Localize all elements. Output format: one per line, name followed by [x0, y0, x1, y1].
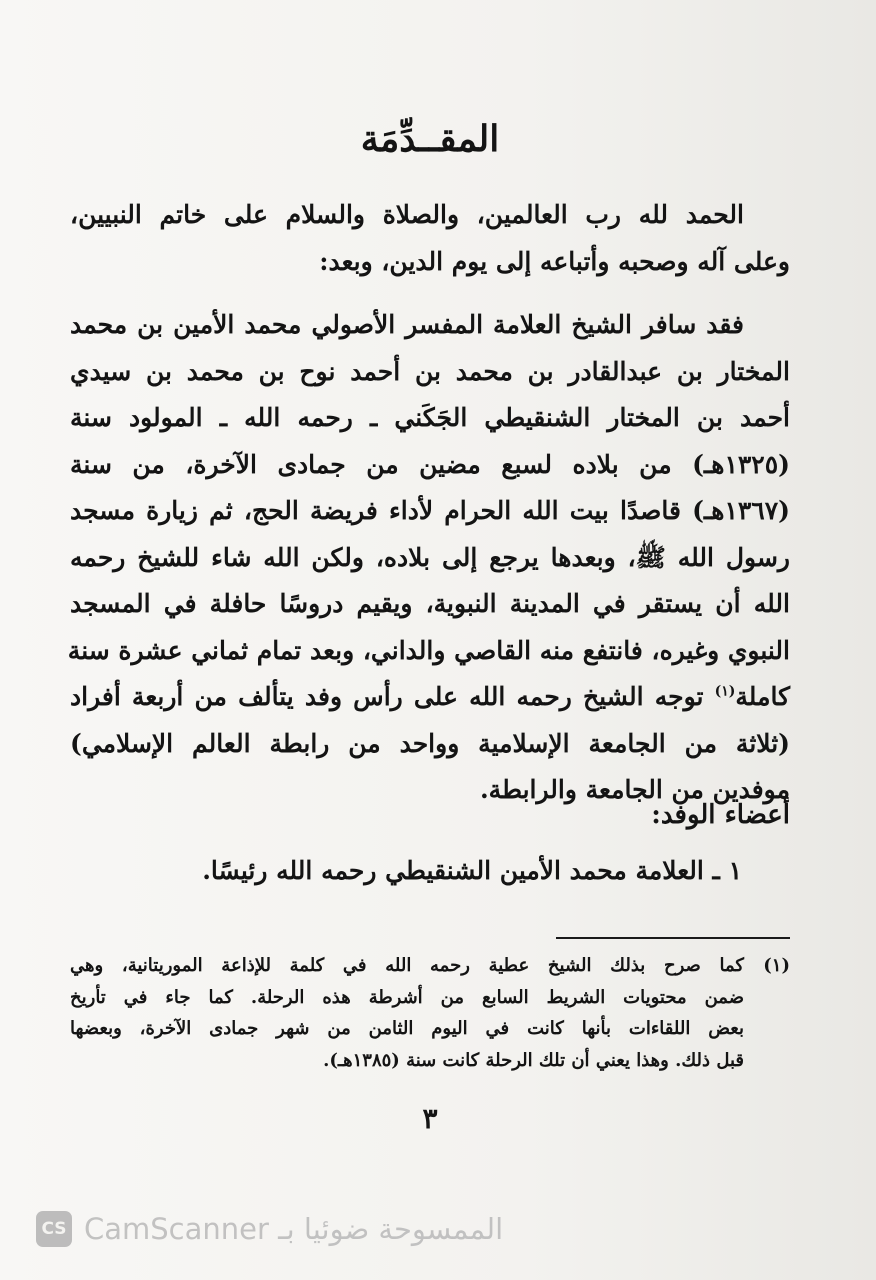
text-line: فقد سافر الشيخ العلامة المفسر الأصولي محمد الأمين بن محمد	[70, 310, 744, 339]
members-heading: أعضاء الوفد:	[651, 800, 790, 830]
text-line: الحمد لله رب العالمين، والصلاة والسلام على خاتم النبيين،	[70, 200, 744, 229]
text-line: أحمد بن المختار الشنقيطي الجَكَني ـ رحمه الله ـ المولود سنة	[70, 403, 790, 432]
footnote-line: كما صرح بذلك الشيخ عطية رحمه الله في كلمة للإذاعة الموريتانية، وهي	[70, 955, 744, 976]
page-title: المقــدِّمَة	[360, 118, 500, 160]
footnote-reference[interactable]: (١)	[714, 683, 736, 700]
text-line: النبوي وغيره، فانتفع منه القاصي والداني، وبعد تمام ثماني عشرة سنة	[67, 635, 790, 665]
footnote-number: (١)	[763, 955, 790, 976]
footnote-line: بعض اللقاءات بأنها كانت في اليوم الثامن من شهر جمادى الآخرة، وبعضها	[70, 1018, 744, 1039]
body-paragraph	[67, 302, 790, 814]
camscanner-logo-icon: CS	[36, 1211, 72, 1247]
footnote-body	[70, 950, 744, 1076]
text-line: (١٣٦٧هـ) قاصدًا بيت الله الحرام لأداء فريضة الحج، ثم زيارة مسجد	[70, 496, 790, 525]
member-list-item: ١ ـ العلامة محمد الأمين الشنقيطي رحمه الله رئيسًا.	[202, 856, 742, 885]
camscanner-watermark	[36, 1206, 503, 1252]
text-line: المختار بن عبدالقادر بن محمد بن أحمد نوح بن محمد بن سيدي	[70, 356, 790, 386]
footnote-line: قبل ذلك. وهذا يعني أن تلك الرحلة كانت سنة (١٣٨٥هـ).	[323, 1049, 744, 1071]
text-line: وعلى آله وصحبه وأتباعه إلى يوم الدين، وبعد:	[319, 246, 790, 276]
text-line	[70, 674, 790, 721]
text-line: الله أن يستقر في المدينة النبوية، ويقيم دروسًا حافلة في المسجد	[70, 589, 790, 618]
footnote-line: ضمن محتويات الشريط السابع من أشرطة هذه الرحلة. كما جاء في تأريخ	[70, 986, 744, 1008]
text-line: (ثلاثة من الجامعة الإسلامية وواحد من رابطة العالم الإسلامي)	[70, 728, 790, 758]
footnote	[70, 950, 790, 1076]
intro-paragraph	[70, 192, 790, 285]
watermark-text: CamScanner الممسوحة ضوئيا بـ	[84, 1212, 504, 1246]
text-fragment: كاملة	[735, 682, 790, 711]
text-fragment: توجه الشيخ رحمه الله على رأس وفد يتألف من أربعة أفراد	[70, 682, 704, 711]
text-line: موفدين من الجامعة والرابطة.	[479, 775, 790, 804]
text-line: (١٣٢٥هـ) من بلاده لسبع مضين من جمادى الآخرة، من سنة	[70, 449, 790, 479]
document-page	[67, 0, 790, 1200]
text-line: رسول الله ﷺ، وبعدها يرجع إلى بلاده، ولكن الله شاء للشيخ رحمه	[70, 542, 790, 572]
page-number: ٣	[422, 1102, 438, 1135]
footnote-separator	[556, 937, 790, 939]
